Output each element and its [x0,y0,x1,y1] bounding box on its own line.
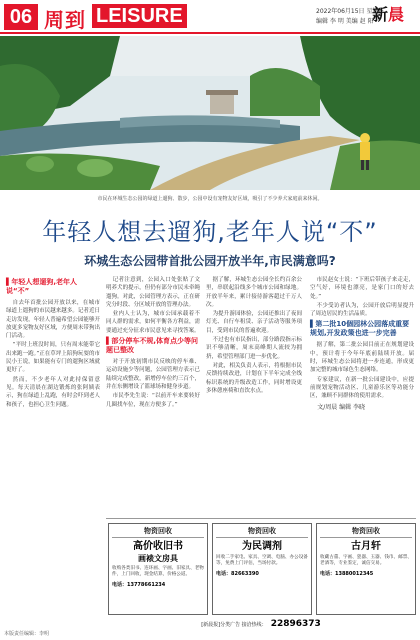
ad-header: 物资回收 [320,526,412,538]
paragraph: 市民赵女士说：“下班后带孩子来走走，空气好，环境也漂亮，是家门口的好去处。” [310,277,414,300]
masthead [0,0,420,34]
page-number: 06 [4,4,38,30]
article-column-2 [106,276,200,410]
paragraph: 市民李先生说：“以前开车来要转好几圈找车位，现在方便多了。” [106,393,200,408]
article-column-1 [6,276,100,410]
paragraph: 自去年首批公园开放以来，在城市绿道上遛狗的市民越来越多。记者近日走访发现，年轻人普遍希望公园能够开放更多宠物友好区域，方便周末带狗出门活动。 [6,300,100,340]
paragraph: 然而，不少老年人对此持保留意见。每天清晨在湖边锻炼的张阿姨表示，狗在绿道上乱跑，有时会吓到老人和孩子，也担心卫生问题。 [6,376,100,408]
ad-phone: 电话：13778661234 [112,581,166,588]
article-column-3 [206,276,302,396]
ad-body: 收藏古董、字画、瓷器、玉器、钱币、邮票、老酒等，专业鉴定，诚信交易。 [320,555,412,567]
ad-title: 古月轩 [351,541,381,552]
paper-logo: 新晨 [372,5,405,24]
ad-box [212,523,312,615]
issue-date: 2022年06月15日 星期三 [316,8,385,15]
paragraph: 对此，相关负责人表示，将根据市民反馈持续改进，计划在下半年完成全线标识系统的升级改造工作，同时增设更多休憩座椅和直饮水点。 [206,362,302,394]
paragraph: 不少受访者认为，公园开放后明显提升了周边居民的生活品质。 [310,302,414,318]
classified-ads [106,518,416,638]
ad-header: 物资回收 [216,526,308,538]
ad-title: 为民调剂 [242,541,282,552]
section-title-cn: 周到 [44,8,86,32]
paragraph: 不过也有市民指出，部分路段指示标识不够清晰，周末高峰期人流较为拥挤，希望管理部门进一步优化。 [206,337,302,360]
paragraph: 专家建议，在新一批公园建设中，应提前规划宠物活动区、儿童游乐区等功能分区，兼顾不同群体的使用需求。 [310,376,414,400]
paragraph: 为提升游园体验，公园还推出了夜间灯光、自行车租赁、亲子活动等服务项目，受到市民的普遍欢迎。 [206,311,302,334]
section-subhead: ▌第二批10個园林公园落成重要规划,开发政策也进一步完善 [310,320,410,338]
ad-header: 物资回收 [112,526,204,538]
ad-box [316,523,416,615]
byline: 文/周晨 编辑 李晓 [317,403,366,411]
section-subhead: ▌部分停车不规,体育点少等问题已整改 [106,337,199,355]
ad-subtitle: 画裱文房具 [138,554,178,563]
park-scene-image [0,36,420,190]
section-title-en: LEISURE [92,4,187,28]
ad-box [108,523,208,615]
ad-title: 高价收旧书 [133,541,183,552]
paragraph: 业内人士认为，城市公园承载着不同人群的需求，如何平衡各方利益，需要通过充分征求市民意见来寻找答案。 [106,311,200,334]
ad-phone: 电话：13880012345 [320,570,374,577]
ad-hotline-number: 22896373 [270,619,321,629]
ad-phone: 电话：82663390 [216,570,259,577]
paragraph: 对于开放初期市民反映的停车难、运动设施少等问题，公园管理方表示已陆续完成整改，新增停车位约三百个，并在东侧增设了篮球场和健身步道。 [106,359,200,390]
headline: 年轻人想去遛狗,老年人说“不” [42,218,378,246]
ad-hotline: [新晨报]分类广告 接洽热线： 22896373 [201,619,321,629]
paragraph: 据了解，环城生态公园全长约百余公里，串联起沿线多个城市公园和绿地。开放半年来，累计接待游客超过千万人次。 [206,277,302,308]
ad-body: 回收二手家电、家具、空调、电脑、办公设备等，免费上门评估，当场付款。 [216,555,308,567]
article-column-4 [310,276,414,412]
paragraph: 记者注意到，公园入口处张贴了文明养犬的提示，但仍有部分市民未牵绳遛狗。对此，公园管理方表示，正在研究分时段、分区域开放的管理办法。 [106,277,200,308]
subheadline: 环城生态公园带首批公园开放半年,市民满意吗? [84,254,336,268]
issue-editor: 编辑 李 明 美编 赵 阳 [316,18,374,25]
section-subhead: ▌年轻人想遛狗,老年人说“不” [6,278,78,295]
photo-caption: 市民在环城生态公园的绿道上遛狗、散步，公园中设有宠物友好区域，吸引了不少养犬家庭前来休闲。 [97,196,323,202]
paragraph: “平时上班没时间，只有周末能带它出来跑一跑。”正在草坪上陪狗玩耍的市民小王说，如果能有专门的遛狗区域就更好了。 [6,342,100,374]
ad-body: 收购各类旧书、连环画、字画、旧家具、老物件，上门回收，现金结算，价格公道。 [112,566,204,578]
lead-photo [0,36,420,190]
page-footer: 本版责任编辑：李明 [4,631,50,637]
paragraph: 据了解，第二批公园目前正在规划建设中，预计将于今年年底前陆续开放。届时，环城生态公园将进一步连通，形成更加完整的城市绿色生态网络。 [310,342,414,374]
